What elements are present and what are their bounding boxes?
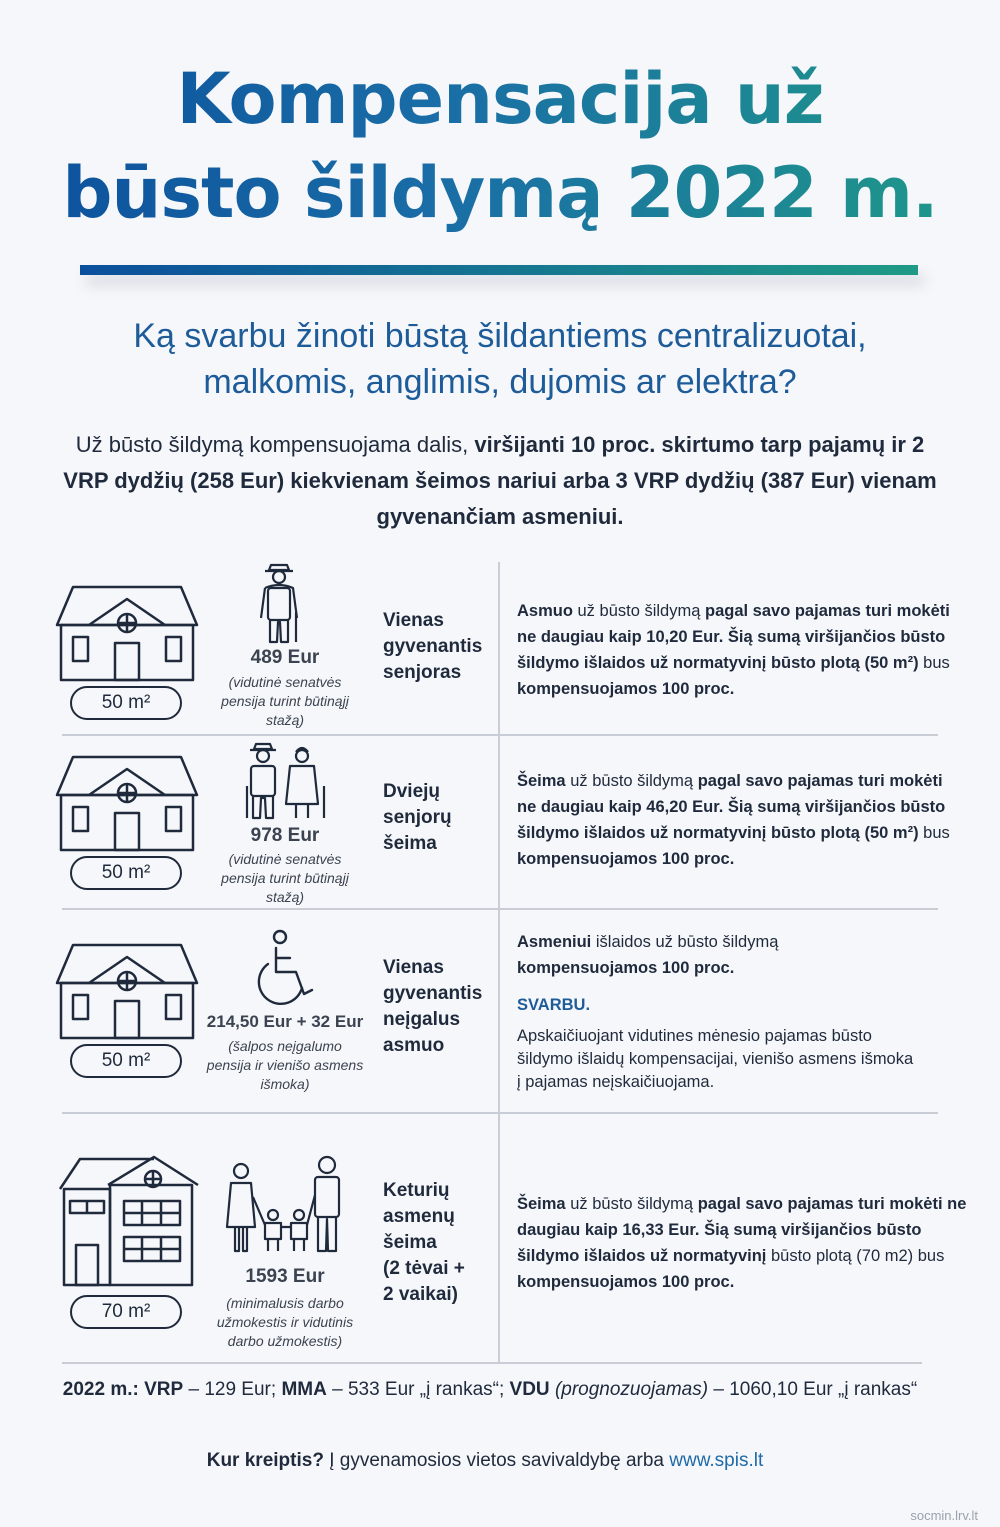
subtitle-line-2: malkomis, anglimis, dujomis ar elektra?: [203, 363, 797, 401]
desc-text: bus: [918, 824, 950, 842]
important-heading: SVARBU.: [517, 996, 591, 1014]
column-divider: [498, 562, 500, 1362]
vdu-value: – 1060,10 Eur „į rankas“: [708, 1379, 918, 1400]
title-line-2: būsto šildymą 2022 m.: [62, 152, 938, 234]
desc-bold: kompensuojamos 100 proc.: [517, 959, 735, 977]
row-divider: [62, 734, 938, 736]
desc-text: būsto plotą (70 m2) bus: [766, 1247, 945, 1265]
area-badge: 70 m²: [70, 1295, 182, 1329]
label-line: asmenų: [383, 1206, 455, 1227]
desc-subject: Asmuo: [517, 602, 573, 620]
mma-value: – 533 Eur „į rankas“;: [326, 1379, 510, 1400]
senior-couple-icon: [242, 742, 330, 822]
desc-bold: kompensuojamos 100 proc.: [517, 680, 735, 698]
income-amount: 978 Eur: [250, 825, 320, 846]
income-amount: 489 Eur: [250, 647, 320, 668]
label-line: senjorų: [383, 807, 452, 828]
row-description: [517, 598, 957, 702]
desc-bold: pagal savo pajamas turi mokėti ne daugiau kaip 10,20 Eur. Šią sumą viršijančios būsto šildymo išlaidos už normatyvinį būsto plotą (50 m²): [517, 602, 950, 672]
title-line-1: Kompensacija už: [176, 58, 824, 140]
vrp-value: – 129 Eur;: [183, 1379, 282, 1400]
source-credit: socmin.lrv.lt: [910, 1508, 978, 1523]
label-line: šeima: [383, 833, 437, 854]
mma-label: MMA: [281, 1379, 327, 1400]
where-label: Kur kreiptis?: [206, 1450, 324, 1471]
row-description: [517, 1191, 972, 1295]
house-icon: [55, 943, 199, 1041]
label-line: Dviejų: [383, 781, 441, 802]
desc-bold: kompensuojamos 100 proc.: [517, 1273, 735, 1291]
reference-values: [0, 1379, 980, 1401]
desc-subject: Šeima: [517, 772, 566, 790]
label-line: Keturių: [383, 1180, 450, 1201]
page-title: [0, 52, 1000, 240]
intro-text: [55, 427, 945, 535]
desc-text: už būsto šildymą: [565, 1195, 698, 1213]
income-amount: 214,50 Eur + 32 Eur: [206, 1012, 364, 1031]
household-label: [383, 1178, 465, 1308]
row-divider: [62, 1112, 938, 1114]
desc-bold: pagal savo pajamas turi mokėti ne daugiau kaip 46,20 Eur. Šią sumą viršijančios būsto šildymo išlaidos už normatyvinį būsto plotą (50 m²): [517, 772, 946, 842]
income-note: (vidutinė senatvės pensija turint būtinąjį stažą): [221, 851, 349, 905]
label-line: senjoras: [383, 662, 462, 683]
where-text: Į gyvenamosios vietos savivaldybę arba: [323, 1450, 670, 1471]
label-line: 2 vaikai): [383, 1284, 458, 1305]
desc-text: už būsto šildymą: [572, 602, 705, 620]
area-badge: 50 m²: [70, 1044, 182, 1078]
label-line: gyvenantis: [383, 983, 483, 1004]
vrp-label: VRP: [144, 1379, 184, 1400]
area-badge: 50 m²: [70, 686, 182, 720]
row-description: [517, 768, 957, 872]
intro-part-1: Už būsto šildymą kompensuojama dalis,: [75, 432, 475, 457]
desc-subject: Šeima: [517, 1195, 566, 1213]
desc-text: už būsto šildymą: [565, 772, 698, 790]
area-badge: 50 m²: [70, 856, 182, 890]
household-label: [383, 779, 452, 857]
desc-bold: pagal savo pajamas turi mokėti ne daugiau kaip 16,33 Eur. Šią sumą viršijančios būsto šildymo išlaidos už normatyvinį: [517, 1195, 967, 1265]
income-note: (šalpos neįgalumo pensija ir vienišo asmens išmoka): [206, 1038, 364, 1092]
row-description: [517, 929, 817, 981]
vdu-label: VDU: [509, 1379, 550, 1400]
contact-line: [0, 1450, 970, 1472]
household-label: [383, 608, 482, 686]
desc-text: bus: [918, 654, 950, 672]
subtitle: [0, 313, 1000, 405]
important-text: Apskaičiuojant vidutines mėnesio pajamas būsto šildymo išlaidų kompensacijai, vienišo asmens išmoka į pajamas neįskaičiuojama.: [517, 1027, 914, 1091]
year-label: 2022 m.:: [62, 1379, 139, 1400]
label-line: asmuo: [383, 1035, 445, 1056]
vdu-note: (prognozuojamas): [554, 1379, 709, 1400]
senior-person-icon: [255, 562, 303, 646]
label-line: gyvenantis: [383, 636, 483, 657]
label-line: Vienas: [383, 610, 444, 631]
house-icon: [55, 755, 199, 853]
household-label: [383, 955, 482, 1059]
wheelchair-icon: [256, 928, 316, 1006]
spis-link[interactable]: www.spis.lt: [669, 1450, 764, 1471]
income-amount: 1593 Eur: [245, 1266, 325, 1287]
apartment-house-icon: [58, 1155, 200, 1287]
family-icon: [225, 1155, 349, 1255]
label-line: (2 tėvai +: [383, 1258, 465, 1279]
title-divider: [80, 265, 918, 275]
footer-divider: [62, 1362, 922, 1364]
row-divider: [62, 908, 938, 910]
desc-text: išlaidos už būsto šildymą: [591, 933, 779, 951]
intro-part-2: viršijanti 10 proc. skirtumo tarp pajamų ir 2 VRP dydžių (258 Eur) kiekvienam šeimos nariui arba 3 VRP dydžių (387 Eur) vienam gyvenančiam asmeniui.: [63, 432, 937, 529]
desc-bold: kompensuojamos 100 proc.: [517, 850, 735, 868]
income-note: (vidutinė senatvės pensija turint būtinąjį stažą): [221, 674, 349, 728]
label-line: šeima: [383, 1232, 437, 1253]
income-note: (minimalusis darbo užmokestis ir vidutinis darbo užmokestis): [216, 1295, 354, 1349]
subtitle-line-1: Ką svarbu žinoti būstą šildantiems centralizuotai,: [133, 317, 867, 355]
desc-subject: Asmeniui: [517, 933, 592, 951]
label-line: Vienas: [383, 957, 444, 978]
label-line: neįgalus: [383, 1009, 461, 1030]
house-icon: [55, 585, 199, 683]
